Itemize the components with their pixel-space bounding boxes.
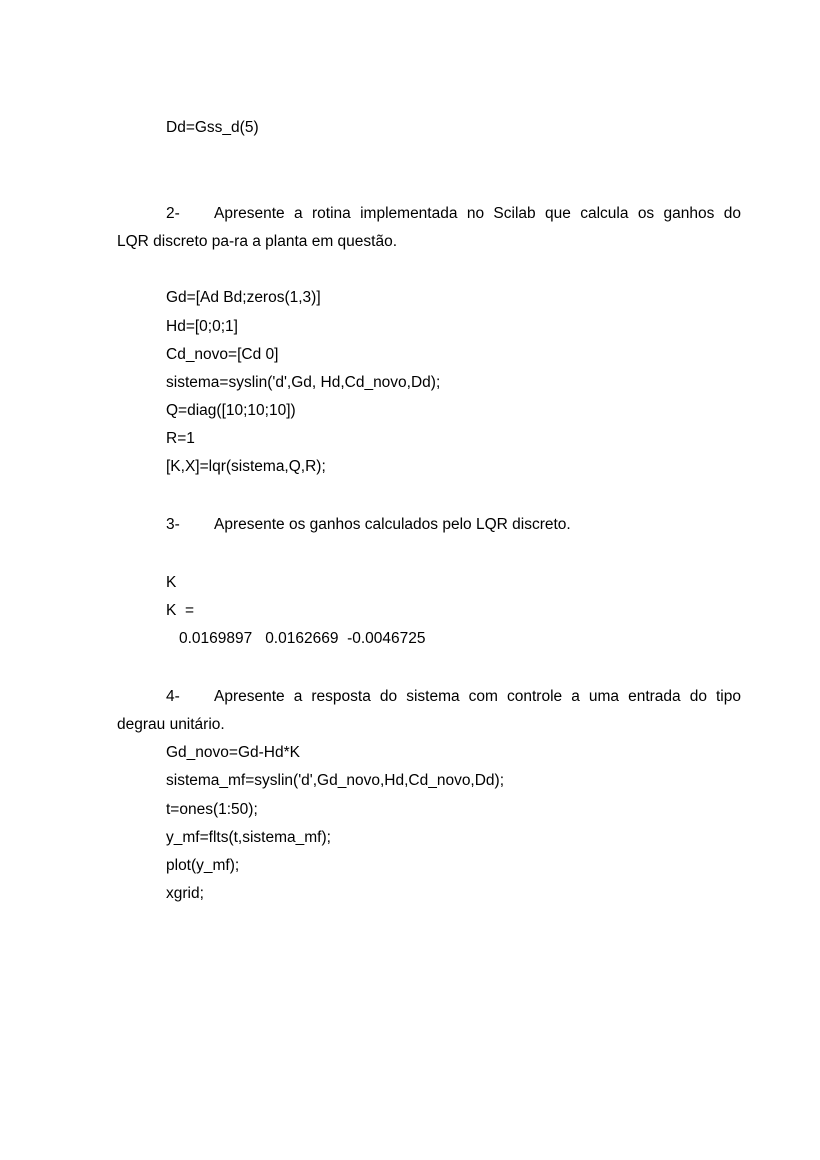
- output-var: K: [166, 574, 177, 591]
- code-line: y_mf=flts(t,sistema_mf);: [166, 829, 331, 846]
- code-line: [K,X]=lqr(sistema,Q,R);: [166, 458, 326, 475]
- code-line: Hd=[0;0;1]: [166, 318, 238, 335]
- question-2-line-2: LQR discreto pa-ra a planta em questão.: [117, 233, 398, 250]
- code-line: t=ones(1:50);: [166, 801, 258, 818]
- code-line: xgrid;: [166, 885, 204, 902]
- question-3-number: 3-: [166, 516, 180, 533]
- code-line: Q=diag([10;10;10]): [166, 402, 296, 419]
- code-line: Gd=[Ad Bd;zeros(1,3)]: [166, 289, 321, 306]
- question-4-number: 4-: [166, 688, 180, 705]
- output-values: 0.0169897 0.0162669 -0.0046725: [179, 630, 426, 647]
- code-line: Cd_novo=[Cd 0]: [166, 346, 279, 363]
- code-line: sistema=syslin('d',Gd, Hd,Cd_novo,Dd);: [166, 374, 441, 391]
- code-line: sistema_mf=syslin('d',Gd_novo,Hd,Cd_novo,Dd);: [166, 772, 505, 789]
- code-line: plot(y_mf);: [166, 857, 240, 874]
- question-4-line-1: Apresente a resposta do sistema com controle a uma entrada do tipo: [214, 688, 741, 705]
- code-line-dd: Dd=Gss_d(5): [166, 119, 259, 136]
- code-line: Gd_novo=Gd-Hd*K: [166, 744, 300, 761]
- question-3-text: Apresente os ganhos calculados pelo LQR discreto.: [214, 516, 571, 533]
- question-2-number: 2-: [166, 205, 180, 222]
- code-line: R=1: [166, 430, 195, 447]
- output-assign: K =: [166, 602, 195, 619]
- question-2-line-1: Apresente a rotina implementada no Scilab que calcula os ganhos do: [214, 205, 741, 222]
- question-4-line-2: degrau unitário.: [117, 716, 225, 733]
